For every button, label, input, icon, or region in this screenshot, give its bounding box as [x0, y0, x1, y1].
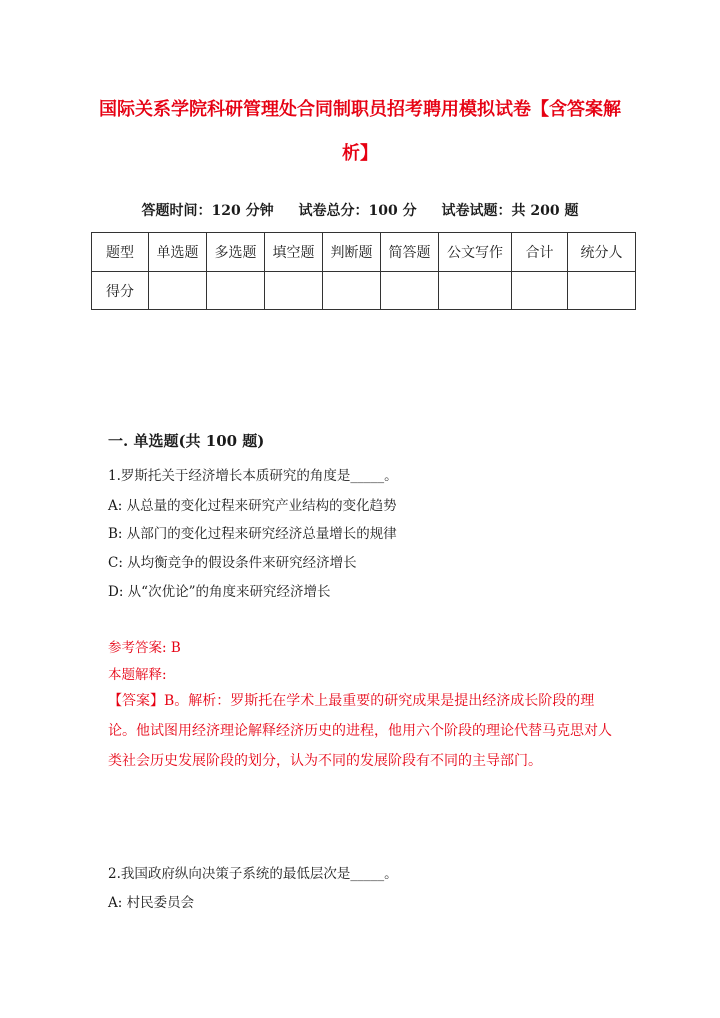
score-table-header: 填空题: [265, 233, 323, 272]
exam-time: 答题时间：120 分钟: [141, 203, 274, 219]
question-option: A: 从总量的变化过程来研究产业结构的变化趋势: [108, 498, 397, 514]
exam-meta: [0, 200, 720, 220]
analysis-label: 本题解释:: [108, 667, 167, 683]
score-cell: [265, 272, 323, 310]
score-table-header: 简答题: [381, 233, 439, 272]
score-table-header: 题型: [92, 233, 149, 272]
question-option: B: 从部门的变化过程来研究经济总量增长的规律: [108, 526, 397, 542]
score-cell: [381, 272, 439, 310]
score-table-header: 合计: [512, 233, 568, 272]
reference-answer: 参考答案: B: [108, 640, 181, 656]
question-option: A: 村民委员会: [108, 895, 195, 911]
score-table-header: 公文写作: [439, 233, 512, 272]
page-title: 国际关系学院科研管理处合同制职员招考聘用模拟试卷【含答案解析】: [99, 99, 621, 164]
score-table-header: 统分人: [568, 233, 636, 272]
question-stem: 2.我国政府纵向决策子系统的最低层次是_____。: [108, 866, 398, 882]
score-cell: [323, 272, 381, 310]
score-table-header: 多选题: [207, 233, 265, 272]
exam-question-count: 试卷试题：共 200 题: [441, 203, 579, 219]
score-cell: [439, 272, 512, 310]
question-option: D: 从“次优论”的角度来研究经济增长: [108, 584, 331, 600]
score-cell: [512, 272, 568, 310]
score-table-header-row: [92, 233, 636, 272]
score-cell: [568, 272, 636, 310]
question-option: C: 从均衡竞争的假设条件来研究经济增长: [108, 555, 357, 571]
section-title: 一. 单选题(共 100 题): [108, 432, 265, 450]
exam-total-score: 试卷总分：100 分: [298, 203, 417, 219]
score-table-header: 单选题: [149, 233, 207, 272]
analysis-text: 【答案】B。解析：罗斯托在学术上最重要的研究成果是提出经济成长阶段的理论。他试图用经济理论解释经济历史的进程，他用六个阶段的理论代替马克思对人类社会历史发展阶段的划分，认为不同的发展阶段有不同的主导部门。: [108, 693, 612, 769]
score-cell: [207, 272, 265, 310]
score-cell: [149, 272, 207, 310]
score-table-score-row: [92, 272, 636, 310]
score-table-header: 判断题: [323, 233, 381, 272]
question-stem: 1.罗斯托关于经济增长本质研究的角度是_____。: [108, 468, 398, 484]
score-table: [91, 232, 636, 310]
score-row-label: 得分: [92, 272, 149, 310]
